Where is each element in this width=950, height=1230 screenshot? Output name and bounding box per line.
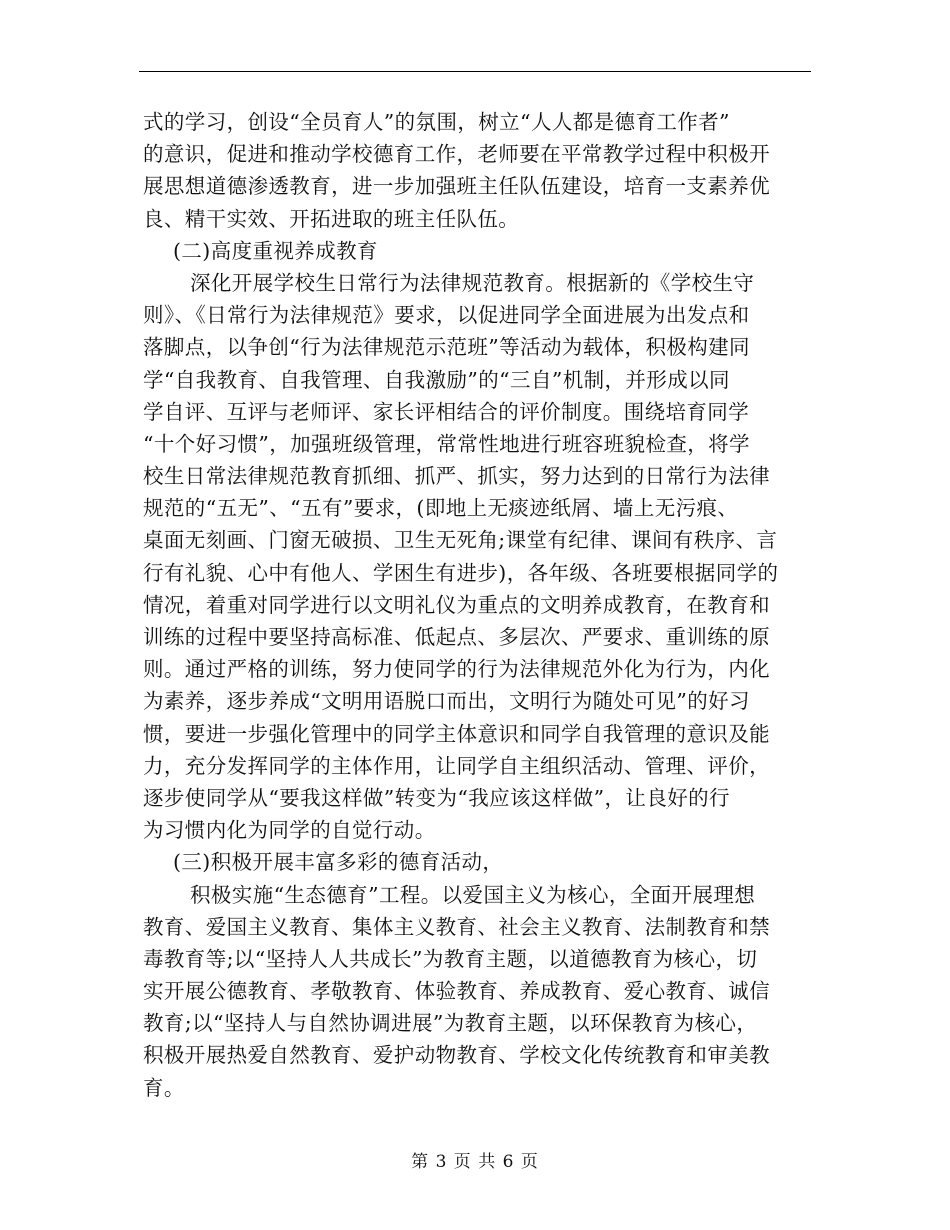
body-line: 逐步使同学从“要我这样做”转变为“我应该这样做”，让良好的行 [143,785,730,810]
body-line: 力，充分发挥同学的主体作用，让同学自主组织活动、管理、评价， [143,753,770,778]
body-line: 式的学习，创设“全员育人”的氛围，树立“人人都是德育工作者” [143,110,730,134]
body-line: 为习惯内化为同学的自觉行动。 [143,818,436,843]
body-line: 行有礼貌、心中有他人、学困生有进步)，各年级、各班要根据同学的 [143,560,779,585]
body-line: “十个好习惯”，加强班级管理，常常性地进行班容班貌检查，将学 [143,431,750,456]
body-line: 训练的过程中要坚持高标准、低起点、多层次、严要求、重训练的原 [143,625,770,649]
body-line: 桌面无刻画、门窗无破损、卫生无死角;课堂有纪律、课间有秩序、言 [143,528,778,553]
body-line: 积极实施“生态德育”工程。以爱国主义为核心，全面开展理想 [190,882,756,907]
body-line: 教育、爱国主义教育、集体主义教育、社会主义教育、法制教育和禁 [143,914,770,939]
body-line: 育。 [143,1075,185,1100]
body-line: 惯，要进一步强化管理中的同学主体意识和同学自我管理的意识及能 [143,721,770,746]
body-line: 落脚点，以争创“行为法律规范示范班”等活动为载体，积极构建同 [143,335,750,360]
body-line: 为素养，逐步养成“文明用语脱口而出，文明行为随处可见”的好习 [143,689,750,714]
body-line: 则。通过严格的训练，努力使同学的行为法律规范外化为行为，内化 [143,657,770,682]
body-line: 积极开展热爱自然教育、爱护动物教育、学校文化传统教育和审美教 [143,1043,770,1068]
body-line: 情况，着重对同学进行以文明礼仪为重点的文明养成教育，在教育和 [143,592,770,617]
body-line: 则》、《日常行为法律规范》要求，以促进同学全面进展为出发点和 [143,303,750,328]
body-line: 良、精干实效、开拓进取的班主任队伍。 [143,206,520,231]
body-line: 实开展公德教育、孝敬教育、体验教育、养成教育、爱心教育、诚信 [143,979,770,1004]
document-body [143,106,803,1104]
body-line: 校生日常法律规范教育抓细、抓严、抓实，努力达到的日常行为法律 [143,464,770,489]
body-line: 展思想道德渗透教育，进一步加强班主任队伍建设，培育一支素养优 [143,174,770,199]
body-line: 规范的“五无”、“五有”要求，(即地上无痰迹纸屑、墙上无污痕、 [143,496,739,521]
section-heading-2: (二)高度重视养成教育 [173,238,378,263]
header-rule [139,71,811,72]
body-line: 教育;以“坚持人与自然协调进展”为教育主题，以环保教育为核心， [143,1011,758,1036]
body-line: 的意识，促进和推动学校德育工作，老师要在平常教学过程中积极开 [143,142,770,167]
body-line: 深化开展学校生日常行为法律规范教育。根据新的《学校生守 [190,270,755,295]
section-heading-3: (三)积极开展丰富多彩的德育活动， [173,850,504,875]
body-line: 学自评、互评与老师评、家长评相结合的评价制度。围绕培育同学 [143,399,750,424]
body-line: 毒教育等;以“坚持人人共成长”为教育主题，以道德教育为核心，切 [143,946,758,971]
body-line: 学“自我教育、自我管理、自我激励”的“三自”机制，并形成以同 [143,367,730,392]
page-number-footer: 第 3 页 共 6 页 [411,1152,539,1172]
